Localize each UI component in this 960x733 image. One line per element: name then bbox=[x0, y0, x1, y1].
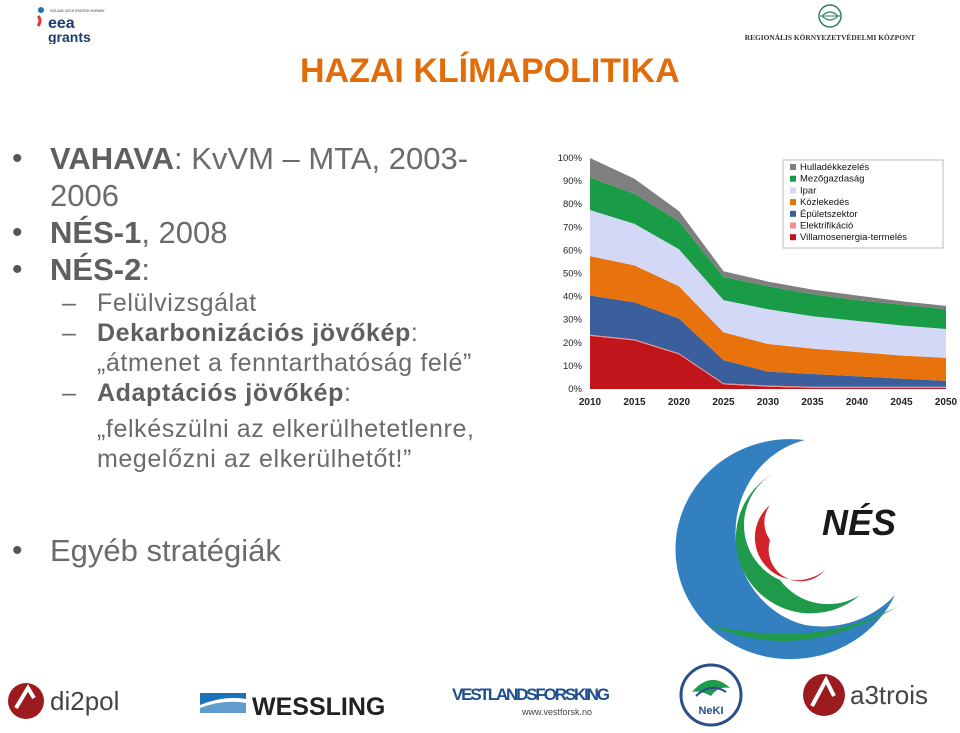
sub-bullet-cont: megelőzni az elkerülhetőt!” bbox=[97, 445, 412, 473]
sub-bullet-bold: Adaptációs jövőkép bbox=[97, 379, 344, 407]
neki-logo bbox=[678, 662, 744, 728]
a3trois-logo bbox=[800, 668, 945, 723]
x-tick-label: 2030 bbox=[756, 397, 780, 408]
eea-grants-logo bbox=[36, 4, 106, 44]
bullet-text: : bbox=[141, 252, 150, 287]
legend-entry: Villamosenergia-termelés bbox=[800, 232, 908, 244]
y-tick-label: 50% bbox=[562, 268, 582, 280]
wessling-logo bbox=[198, 683, 398, 723]
bullet-text: Egyéb stratégiák bbox=[50, 533, 281, 568]
emissions-area-chart bbox=[540, 148, 960, 412]
legend-swatch bbox=[790, 199, 796, 205]
sub-bullet-bold: Dekarbonizációs jövőkép bbox=[97, 319, 411, 347]
sub-bullet-text: : bbox=[410, 319, 419, 347]
dipol-logo bbox=[4, 676, 134, 726]
legend-entry: Mezőgazdaság bbox=[800, 173, 865, 185]
rec-logo bbox=[740, 2, 920, 44]
eea-small-text: ICELAND LIECHTENSTEIN NORWAY bbox=[50, 9, 105, 13]
x-tick-label: 2020 bbox=[667, 397, 691, 408]
legend-swatch bbox=[790, 176, 796, 182]
a3trois-text: a3trois bbox=[850, 680, 929, 710]
x-tick-label: 2050 bbox=[934, 397, 958, 408]
wessling-text: WESSLING bbox=[252, 693, 386, 721]
bullet-bold: VAHAVA bbox=[50, 141, 174, 176]
sub-bullet-text: : bbox=[343, 379, 352, 407]
bullet-bold: NÉS-2 bbox=[50, 252, 142, 287]
sub-bullet-cont: „átmenet a fenntarthatóság felé” bbox=[97, 349, 472, 377]
legend-swatch bbox=[790, 223, 796, 229]
dipol-text: di2pol bbox=[50, 686, 120, 716]
bullet-nes2 bbox=[12, 251, 542, 288]
legend-swatch bbox=[790, 164, 796, 170]
nes-logo-text: NÉS bbox=[822, 502, 897, 543]
y-tick-label: 20% bbox=[562, 337, 582, 349]
y-tick-label: 70% bbox=[562, 222, 582, 234]
grants-text: grants bbox=[48, 29, 91, 44]
bullet-bold: NÉS-1 bbox=[50, 215, 142, 250]
legend-entry: Közlekedés bbox=[800, 197, 850, 209]
bullet-vahava bbox=[12, 140, 542, 214]
bullet-list bbox=[12, 140, 542, 569]
legend-swatch bbox=[790, 211, 796, 217]
sub-bullet-adaptacio: – Adaptációs jövőkép: bbox=[62, 379, 352, 407]
sub-bullet-dekarbonizacio: – Dekarbonizációs jövőkép: bbox=[62, 319, 419, 347]
x-tick-label: 2035 bbox=[801, 397, 824, 408]
bullet-text: : KvVM – MTA, 2003- bbox=[174, 141, 469, 176]
y-tick-label: 40% bbox=[562, 291, 582, 303]
x-tick-label: 2010 bbox=[578, 397, 602, 408]
x-tick-label: 2040 bbox=[845, 397, 869, 408]
y-tick-label: 60% bbox=[562, 245, 582, 257]
y-tick-label: 80% bbox=[562, 199, 582, 211]
sub-bullet-felulvizsgalat: – Felülvizsgálat bbox=[62, 289, 257, 317]
y-tick-label: 30% bbox=[562, 314, 582, 326]
legend-entry: Hulladékkezelés bbox=[800, 162, 870, 173]
y-tick-label: 0% bbox=[568, 384, 582, 395]
nes-logo bbox=[630, 420, 930, 660]
neki-text: NeKI bbox=[698, 705, 724, 717]
nes-swirl-icon bbox=[675, 439, 900, 659]
x-tick-label: 2015 bbox=[623, 397, 646, 408]
legend-entry: Épületszektor bbox=[800, 208, 858, 220]
legend-entry: Ipar bbox=[800, 185, 817, 197]
legend-entry: Elektrifikáció bbox=[800, 220, 854, 232]
sub-bullet-cont: „felkészülni az elkerülhetetlenre, bbox=[97, 415, 475, 443]
x-tick-label: 2045 bbox=[890, 397, 913, 408]
vestlandsforsking-logo bbox=[450, 680, 615, 720]
vestlands-url: www.vestforsk.no bbox=[522, 707, 593, 717]
y-tick-label: 90% bbox=[562, 176, 582, 188]
y-tick-label: 10% bbox=[562, 360, 582, 372]
bullet-egyeb bbox=[12, 532, 542, 569]
y-tick-label: 100% bbox=[557, 153, 582, 164]
bullet-text: , 2008 bbox=[141, 215, 228, 250]
rec-text: REGIONÁLIS KÖRNYEZETVÉDELMI KÖZPONT bbox=[744, 33, 916, 42]
vestlands-text: VESTLANDSFORSKING bbox=[452, 685, 610, 704]
legend-swatch bbox=[790, 234, 796, 240]
bullet-cont: 2006 bbox=[50, 178, 119, 213]
eea-text: eea bbox=[48, 15, 75, 32]
page-title: HAZAI KLÍMAPOLITIKA bbox=[300, 52, 680, 90]
legend-swatch bbox=[790, 187, 796, 193]
x-tick-label: 2025 bbox=[712, 397, 735, 408]
bullet-nes1 bbox=[12, 214, 542, 251]
sub-bullet-text: Felülvizsgálat bbox=[97, 289, 257, 317]
